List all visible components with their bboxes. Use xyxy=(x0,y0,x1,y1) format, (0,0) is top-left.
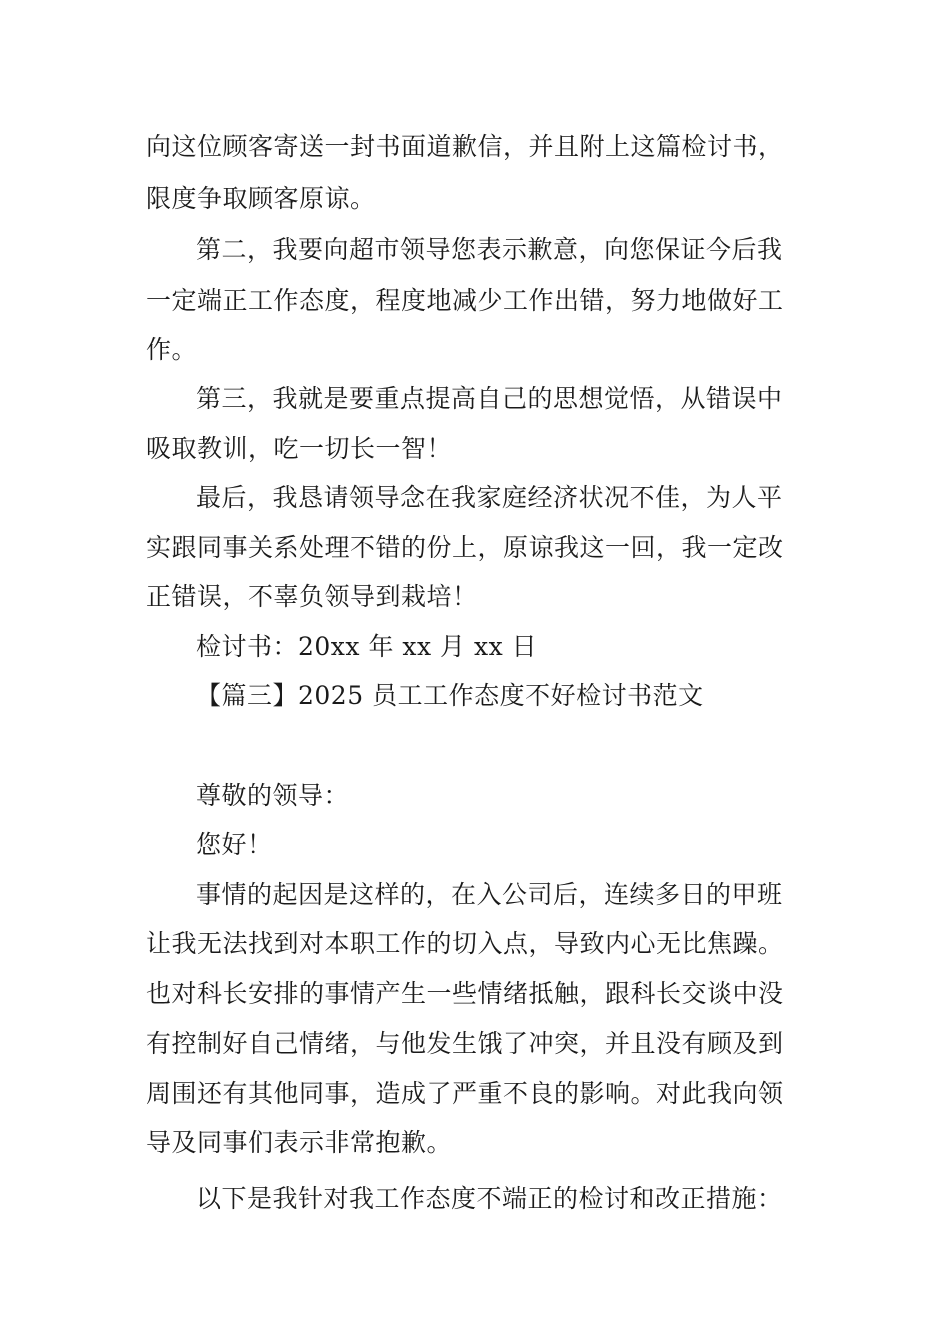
text-line: 导及同事们表示非常抱歉。 xyxy=(146,1128,453,1157)
greeting: 您好！ xyxy=(196,830,273,859)
text-line: 向这位顾客寄送一封书面道歉信，并且附上这篇检讨书， xyxy=(146,132,784,161)
text-line: 一定端正工作态度，程度地减少工作出错，努力地做好工 xyxy=(146,286,784,315)
text-line: 实跟同事关系处理不错的份上，原谅我这一回，我一定改 xyxy=(146,533,784,562)
text-line: 作。 xyxy=(146,335,198,364)
date-line: 检讨书：20xx 年 xx 月 xx 日 xyxy=(196,632,538,661)
salutation: 尊敬的领导： xyxy=(196,781,350,810)
text-line: 最后，我恳请领导念在我家庭经济状况不佳，为人平 xyxy=(196,483,783,512)
text-line: 周围还有其他同事，造成了严重不良的影响。对此我向领 xyxy=(146,1079,784,1108)
text-line: 吸取教训，吃一切长一智！ xyxy=(146,434,453,463)
text-line: 有控制好自己情绪，与他发生饿了冲突，并且没有顾及到 xyxy=(146,1029,784,1058)
text-line: 也对科长安排的事情产生一些情绪抵触，跟科长交谈中没 xyxy=(146,979,784,1008)
text-line: 事情的起因是这样的，在入公司后，连续多日的甲班 xyxy=(196,880,783,909)
text-line: 让我无法找到对本职工作的切入点，导致内心无比焦躁。 xyxy=(146,929,784,958)
text-line: 正错误，不辜负领导到栽培！ xyxy=(146,582,478,611)
text-line: 第三，我就是要重点提高自己的思想觉悟，从错误中 xyxy=(196,384,783,413)
text-line: 第二，我要向超市领导您表示歉意，向您保证今后我 xyxy=(196,235,783,264)
section-heading: 【篇三】2025 员工工作态度不好检讨书范文 xyxy=(196,681,704,710)
text-line: 限度争取顾客原谅。 xyxy=(146,184,376,213)
text-line: 以下是我针对我工作态度不端正的检讨和改正措施： xyxy=(196,1184,783,1213)
